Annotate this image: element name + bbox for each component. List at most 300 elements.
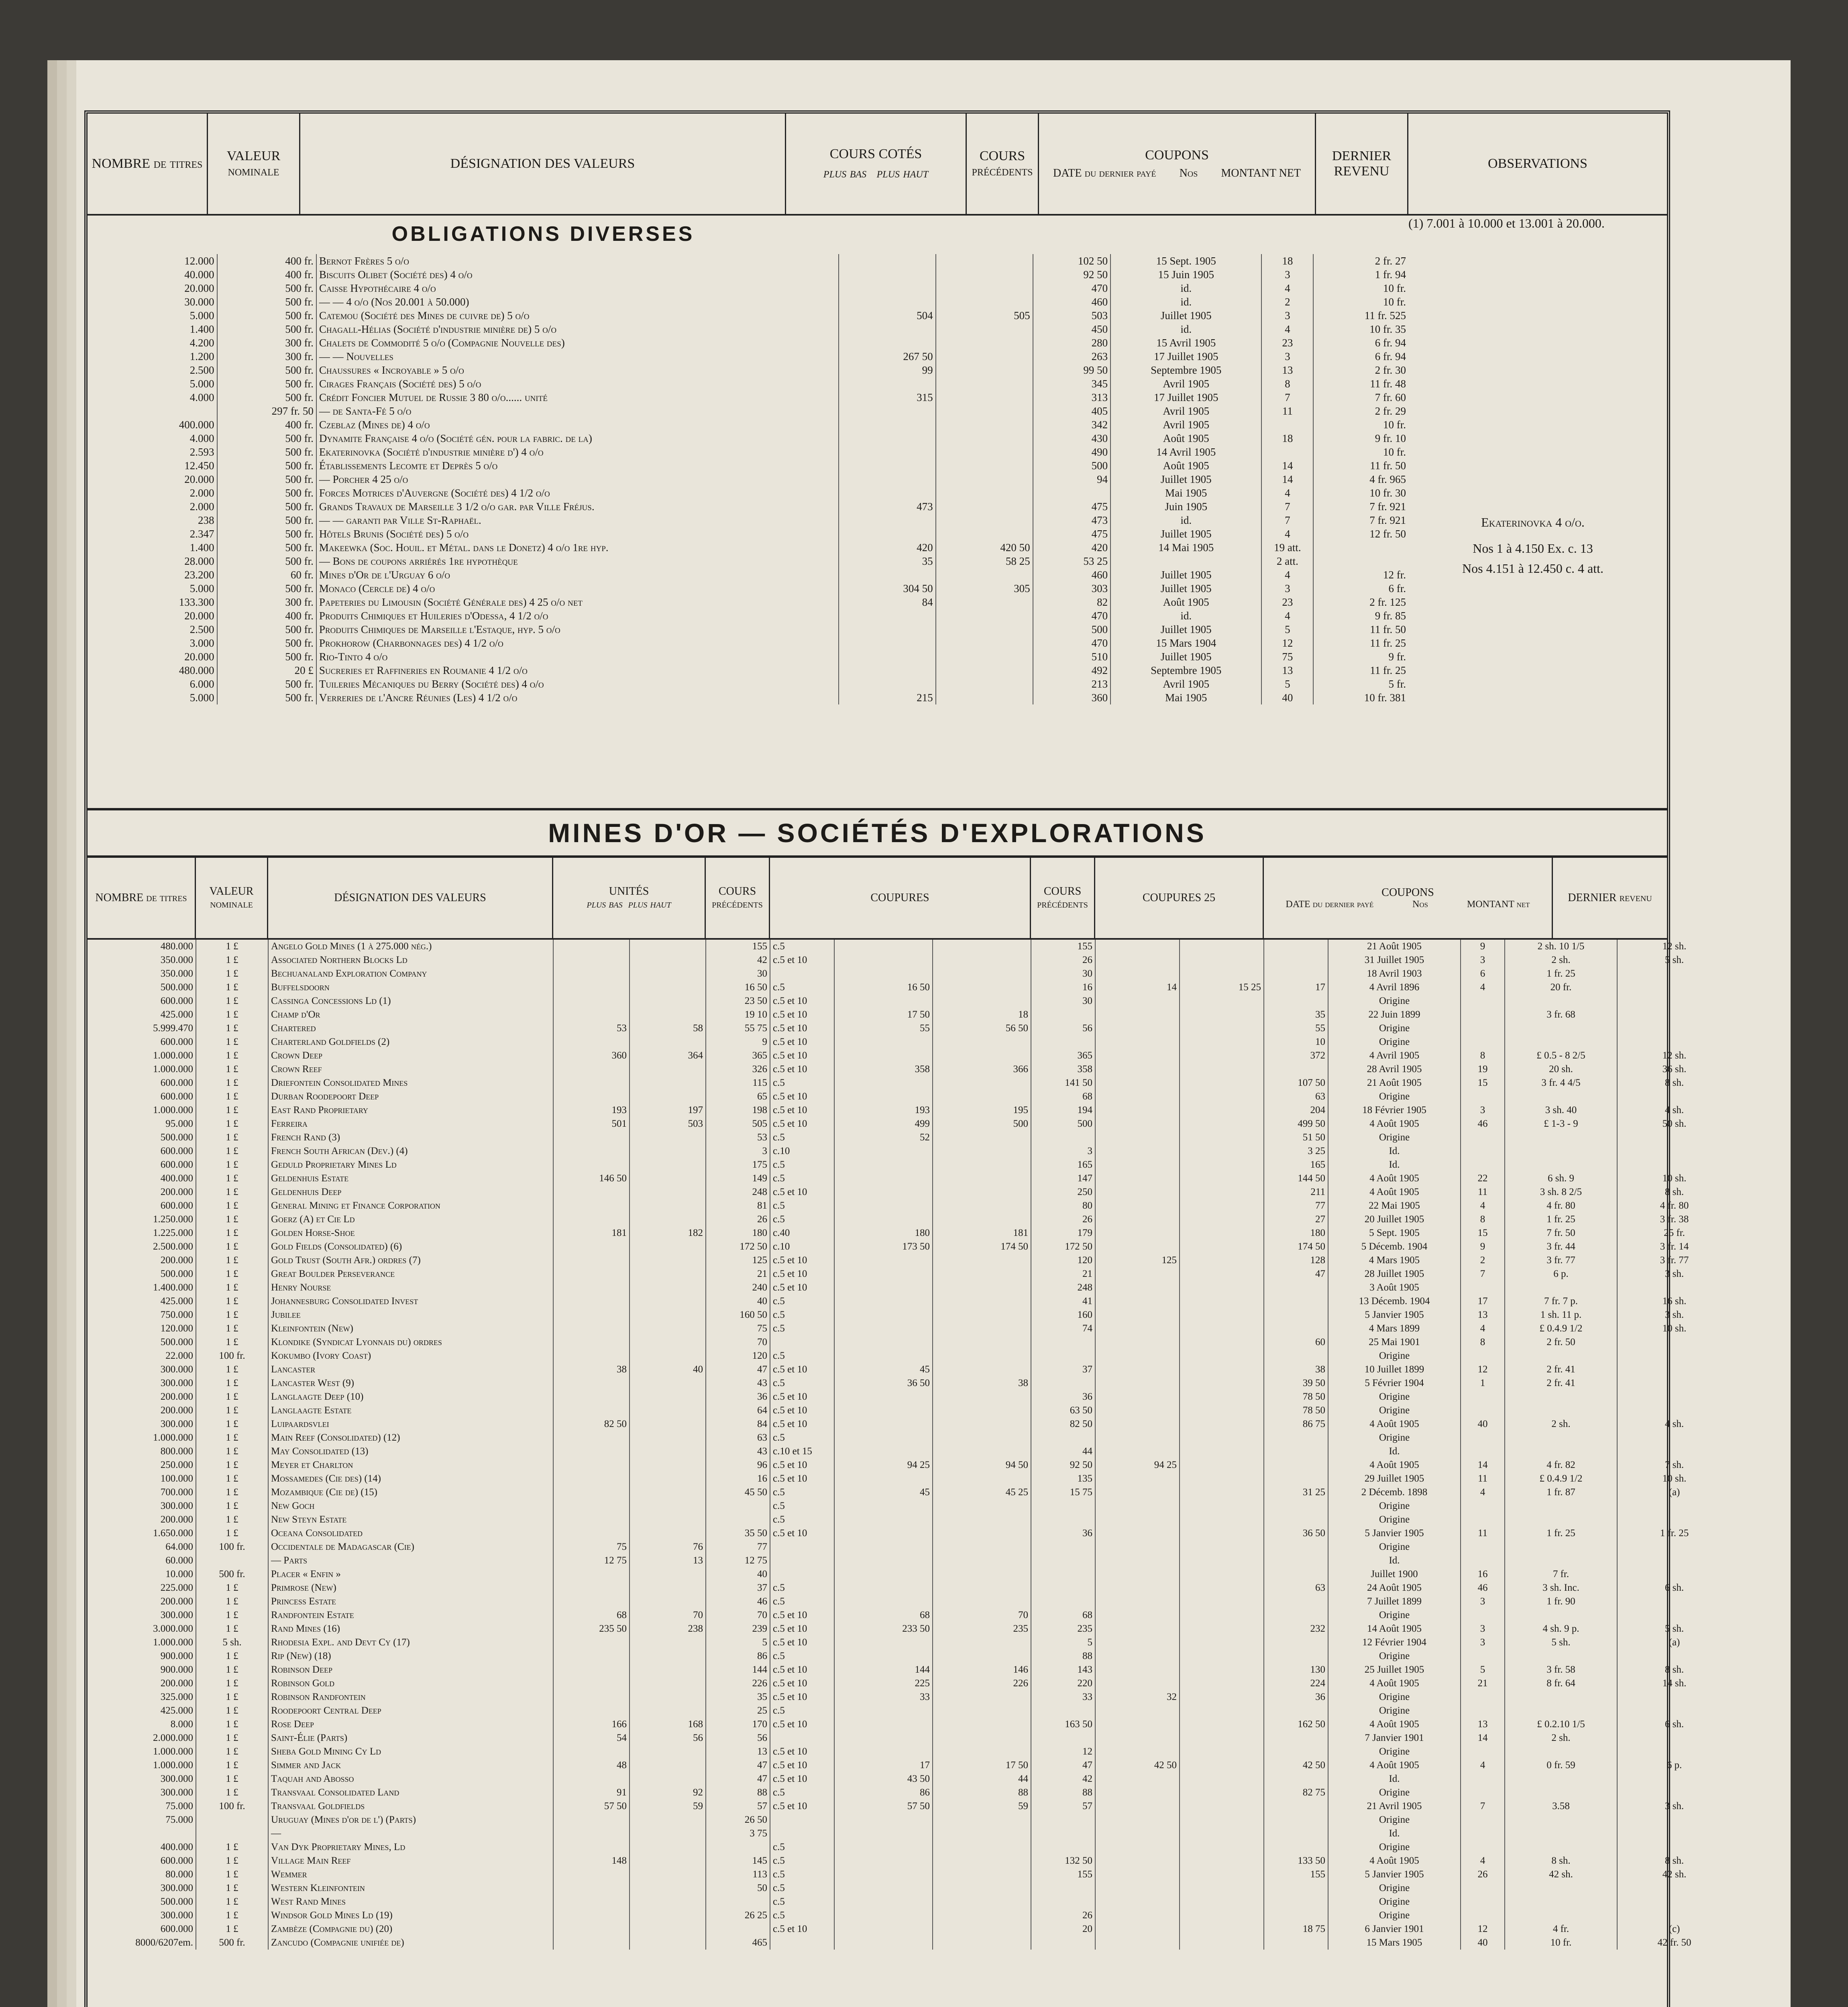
- mine-row: [88, 1499, 1731, 1513]
- mine-row-cell: 4: [1461, 1854, 1505, 1868]
- mine-row-cell: c.5: [770, 1172, 834, 1185]
- mine-row-cell: [1461, 1690, 1505, 1704]
- mine-row-cell: [1180, 1527, 1264, 1540]
- mine-row-cell: [630, 1376, 706, 1390]
- mine-row-cell: 1.225.000: [88, 1226, 196, 1240]
- mine-row: [88, 994, 1731, 1008]
- mine-row-cell: [630, 1868, 706, 1881]
- obligation-row-cell: 14 Avril 1905: [1110, 445, 1261, 459]
- mine-row-cell: 18: [933, 1008, 1031, 1022]
- obligation-row: [88, 432, 1408, 445]
- mine-row-cell: 4 fr.: [1505, 1922, 1617, 1936]
- mine-row-cell: 600.000: [88, 1158, 196, 1172]
- obligation-row-cell: 500 fr.: [217, 391, 316, 404]
- mine-row-cell: 500.000: [88, 1267, 196, 1281]
- mine-row-cell: 43: [706, 1445, 770, 1458]
- mine-row-cell: 3 sh.: [1665, 1801, 1684, 1812]
- mine-row-cell: 144: [706, 1663, 770, 1677]
- mine-row-cell: [1180, 1759, 1264, 1772]
- mine-row-cell: 100.000: [88, 1472, 196, 1486]
- mine-row-cell: 499 50: [1264, 1117, 1328, 1131]
- obligation-row-cell: [936, 418, 1033, 432]
- mine-row-cell: c.5 et 10: [770, 1472, 834, 1486]
- mine-row-cell: 2 sh.: [1505, 1417, 1617, 1431]
- mine-row-cell: [1095, 1295, 1180, 1308]
- obligation-row-cell: 11 fr. 25: [1370, 664, 1406, 676]
- mine-row-cell: 94 25: [834, 1458, 933, 1472]
- mine-row-cell: [933, 1472, 1031, 1486]
- mine-row-cell: [553, 1690, 630, 1704]
- obligation-row-cell: 500: [1033, 459, 1111, 472]
- mine-row-cell: Meyer et Charlton: [268, 1458, 553, 1472]
- obligation-row-cell: [88, 404, 217, 418]
- obligation-row-cell: 315: [839, 391, 936, 404]
- obligation-row: [88, 677, 1408, 691]
- mine-row-cell: [834, 1295, 933, 1308]
- mine-row-cell: 6: [1461, 967, 1505, 981]
- obligation-row-cell: Verreries de l'Ancre Réunies (Les) 4 1/2 o/o: [316, 691, 839, 704]
- mine-row-cell: [1180, 1540, 1264, 1554]
- mine-row-cell: 179: [1031, 1226, 1095, 1240]
- mine-row-cell: [1095, 967, 1180, 981]
- mine-row-cell: [1095, 1895, 1180, 1909]
- mine-row-cell: [1180, 1322, 1264, 1335]
- mine-row-cell: Van Dyk Proprietary Mines, Ld: [268, 1840, 553, 1854]
- mine-row-cell: Jubilee: [268, 1308, 553, 1322]
- mine-row-cell: [630, 1922, 706, 1936]
- mine-row-cell: c.5 et 10: [770, 1363, 834, 1376]
- mine-row-cell: 133 50: [1264, 1854, 1328, 1868]
- mine-row-cell: 53: [706, 1131, 770, 1144]
- mine-row-cell: [933, 1649, 1031, 1663]
- obligation-row-cell: 99: [839, 363, 936, 377]
- mine-row-cell: General Mining et Finance Corporation: [268, 1199, 553, 1213]
- mine-row-cell: [1031, 1827, 1095, 1840]
- mine-row-cell: 115: [706, 1076, 770, 1090]
- mine-row-cell: 1 £: [196, 1581, 268, 1595]
- mine-row-cell: [630, 1909, 706, 1922]
- obligation-row-cell: 500 fr.: [217, 500, 316, 513]
- mine-row-cell: c.5 et 10: [770, 1799, 834, 1813]
- obligation-row-cell: 35: [839, 554, 936, 568]
- mine-row-cell: Chartered: [268, 1022, 553, 1035]
- obligation-row-cell: 1 fr. 94: [1375, 268, 1406, 281]
- mine-row-cell: [553, 1472, 630, 1486]
- obligation-row-cell: 297 fr. 50: [217, 404, 316, 418]
- obligation-row-cell: 5: [1261, 623, 1313, 636]
- mine-row-cell: c.5: [770, 1595, 834, 1608]
- mine-row-cell: 33: [1031, 1690, 1095, 1704]
- mine-row-cell: [933, 1527, 1031, 1540]
- mine-row-cell: [1095, 1527, 1180, 1540]
- mine-row-cell: [1180, 1376, 1264, 1390]
- mine-row-cell: c.5: [770, 1131, 834, 1144]
- mine-row-cell: Gold Fields (Consolidated) (6): [268, 1240, 553, 1254]
- mine-row-cell: [1461, 1404, 1505, 1417]
- mine-row-cell: 1 £: [196, 1376, 268, 1390]
- mine-row-cell: 1 £: [196, 1472, 268, 1486]
- mine-row-cell: £ 0.5 - 8 2/5: [1505, 1049, 1617, 1063]
- mine-row-cell: Origine: [1328, 1786, 1461, 1799]
- mine-row-cell: [630, 1813, 706, 1827]
- mine-row-cell: 350.000: [88, 967, 196, 981]
- mine-row: [88, 1144, 1731, 1158]
- mine-row-cell: [1264, 1608, 1328, 1622]
- obligation-row-cell: 510: [1033, 650, 1111, 664]
- mine-row-cell: [1095, 1608, 1180, 1622]
- mine-row-cell: [1095, 1213, 1180, 1226]
- mine-row-cell: —: [268, 1827, 553, 1840]
- obligation-row-cell: 475: [1033, 500, 1111, 513]
- mine-row-cell: 200.000: [88, 1404, 196, 1417]
- mine-row-cell: 181: [553, 1226, 630, 1240]
- mine-row-cell: 10 sh.: [1662, 1473, 1687, 1484]
- mine-row-cell: Driefontein Consolidated Mines: [268, 1076, 553, 1090]
- mine-row-cell: [553, 1595, 630, 1608]
- mine-row-cell: [1505, 1554, 1617, 1567]
- mine-row-cell: 194: [1031, 1103, 1095, 1117]
- obligation-row-cell: [839, 445, 936, 459]
- mine-row-cell: [630, 1267, 706, 1281]
- mine-row-cell: 1 £: [196, 1308, 268, 1322]
- mine-row-cell: [1617, 994, 1731, 1008]
- mmontant-label: MONTANT net: [1467, 899, 1530, 910]
- mine-row-cell: Princess Estate: [268, 1595, 553, 1608]
- mine-row-cell: 200.000: [88, 1185, 196, 1199]
- obligation-row-cell: Tuileries Mécaniques du Berry (Société des) 4 o/o: [316, 677, 839, 691]
- obligation-row-cell: 500 fr.: [217, 432, 316, 445]
- mine-row-cell: 86: [706, 1649, 770, 1663]
- obligation-row-cell: Juillet 1905: [1110, 309, 1261, 322]
- mine-row-cell: [1505, 1704, 1617, 1718]
- mine-row-cell: [630, 1295, 706, 1308]
- mine-row-cell: [1264, 967, 1328, 981]
- mine-row-cell: [1095, 1063, 1180, 1076]
- mine-row-cell: [553, 994, 630, 1008]
- obligation-row-cell: 5: [1261, 677, 1313, 691]
- obligation-row-cell: [839, 472, 936, 486]
- obligation-row-cell: 400.000: [88, 418, 217, 432]
- mine-row-cell: 15: [1461, 1076, 1505, 1090]
- mine-row-cell: [1461, 1772, 1505, 1786]
- mine-row-cell: Main Reef (Consolidated) (12): [268, 1431, 553, 1445]
- mine-row-cell: 1 £: [196, 1854, 268, 1868]
- mine-row-cell: [553, 1254, 630, 1267]
- mine-row-cell: 60.000: [88, 1554, 196, 1567]
- mine-row-cell: 17: [1264, 981, 1328, 994]
- mine-row-cell: c.5: [770, 1513, 834, 1527]
- mine-row-cell: [630, 1349, 706, 1363]
- obligation-row-cell: 4.000: [88, 391, 217, 404]
- obligation-row-cell: 6 fr. 94: [1375, 350, 1406, 362]
- mine-row-cell: 77: [706, 1540, 770, 1554]
- mine-row-cell: [933, 1909, 1031, 1922]
- mine-row-cell: [1505, 1404, 1617, 1417]
- mine-row-cell: 42 fr. 50: [1657, 1937, 1691, 1948]
- mine-row-cell: 20 fr.: [1505, 981, 1617, 994]
- mine-row-cell: [933, 1854, 1031, 1868]
- mine-row-cell: 1 £: [196, 1117, 268, 1131]
- mine-row: [88, 1240, 1731, 1254]
- mine-row-cell: [553, 1076, 630, 1090]
- mine-row-cell: [1505, 1881, 1617, 1895]
- mine-row-cell: 6 sh.: [1665, 1582, 1684, 1593]
- obligation-row-cell: 490: [1033, 445, 1111, 459]
- mine-row-cell: [553, 1199, 630, 1213]
- mine-row-cell: [933, 1922, 1031, 1936]
- obligation-row-cell: 28.000: [88, 554, 217, 568]
- mine-row-cell: [933, 1731, 1031, 1745]
- date-label: DATE du dernier payé: [1053, 167, 1156, 179]
- obligation-row-cell: 7 fr. 60: [1375, 391, 1406, 403]
- mine-row-cell: 68: [553, 1608, 630, 1622]
- obligation-row-cell: 15 Sept. 1905: [1110, 254, 1261, 268]
- obligation-row-cell: Produits Chimiques et Huileries d'Odessa, 4 1/2 o/o: [316, 609, 839, 623]
- mine-row-cell: [553, 1458, 630, 1472]
- obligation-row-cell: [839, 609, 936, 623]
- obligation-row-cell: 92 50: [1033, 268, 1111, 281]
- mine-row-cell: Johannesburg Consolidated Invest: [268, 1295, 553, 1308]
- mine-row-cell: [834, 1445, 933, 1458]
- obligation-row-cell: 500 fr.: [217, 281, 316, 295]
- mine-row-cell: 40: [1461, 1936, 1505, 1950]
- obligation-row-cell: [936, 636, 1033, 650]
- mine-row-cell: [834, 1172, 933, 1185]
- mine-row-cell: 4: [1461, 1322, 1505, 1335]
- obligation-row-cell: [1033, 486, 1111, 500]
- mine-row-cell: East Rand Proprietary: [268, 1103, 553, 1117]
- mine-row-cell: 42 sh.: [1505, 1868, 1617, 1881]
- mine-row-cell: c.5 et 10: [770, 1922, 834, 1936]
- mine-row-cell: 1 £: [196, 1417, 268, 1431]
- mine-row-cell: [630, 1158, 706, 1172]
- mine-row-cell: [1617, 1431, 1731, 1445]
- mine-row-cell: 21: [1031, 1267, 1095, 1281]
- mine-row-cell: c.40: [770, 1226, 834, 1240]
- mine-row-cell: [1617, 1608, 1731, 1622]
- obligation-row-cell: 11: [1261, 404, 1313, 418]
- mine-row-cell: Angelo Gold Mines (1 à 275.000 nég.): [268, 940, 553, 953]
- obligation-row-cell: 5 fr.: [1388, 678, 1406, 690]
- obligation-row-cell: 470: [1033, 609, 1111, 623]
- obligation-row-cell: Chagall-Hélias (Société d'industrie minière de) 5 o/o: [316, 322, 839, 336]
- mine-row-cell: 21 Avril 1905: [1328, 1799, 1461, 1813]
- mine-row-cell: 170: [706, 1718, 770, 1731]
- mine-row-cell: 11: [1461, 1472, 1505, 1486]
- mine-row-cell: 1 £: [196, 1185, 268, 1199]
- mine-row-cell: [1180, 1144, 1264, 1158]
- obligation-row-cell: 473: [839, 500, 936, 513]
- mine-row-cell: [553, 1663, 630, 1677]
- mine-row-cell: [834, 1499, 933, 1513]
- mine-row-cell: Id.: [1328, 1554, 1461, 1567]
- mine-row-cell: 4 Août 1905: [1328, 1718, 1461, 1731]
- mine-row-cell: [1617, 1404, 1731, 1417]
- mine-row-cell: [933, 1581, 1031, 1595]
- mine-row-cell: 700.000: [88, 1486, 196, 1499]
- obligation-row-cell: Rio-Tinto 4 o/o: [316, 650, 839, 664]
- mine-row-cell: [706, 1513, 770, 1527]
- mine-row-cell: 181: [933, 1226, 1031, 1240]
- mine-row-cell: [770, 1936, 834, 1950]
- mine-row-cell: 65: [706, 1090, 770, 1103]
- mine-row-cell: [1264, 1499, 1328, 1513]
- mine-row-cell: [1180, 994, 1264, 1008]
- mine-row-cell: 57: [1031, 1799, 1095, 1813]
- mine-row-cell: 173 50: [834, 1240, 933, 1254]
- mine-row-cell: 55 75: [706, 1022, 770, 1035]
- obligation-row-cell: [839, 377, 936, 391]
- mine-row-cell: [630, 1404, 706, 1417]
- mine-row-cell: 3 fr. 14: [1660, 1241, 1689, 1252]
- mine-row-cell: 1.000.000: [88, 1431, 196, 1445]
- mine-row: [88, 1349, 1731, 1363]
- mine-row-cell: [933, 1704, 1031, 1718]
- obligation-row-cell: [936, 650, 1033, 664]
- mine-row-cell: Robinson Deep: [268, 1663, 553, 1677]
- mine-row: [88, 1690, 1731, 1704]
- obligation-row-cell: 11 fr. 525: [1364, 309, 1406, 322]
- mine-row-cell: [630, 1745, 706, 1759]
- mine-row-cell: 500 fr.: [196, 1936, 268, 1950]
- mine-row-cell: 220: [1031, 1677, 1095, 1690]
- mine-row-cell: [1180, 1022, 1264, 1035]
- mine-row-cell: [1461, 1895, 1505, 1909]
- mine-row-cell: 25: [706, 1704, 770, 1718]
- mine-row-cell: 600.000: [88, 994, 196, 1008]
- mine-row-cell: [1095, 1922, 1180, 1936]
- mine-row: [88, 1335, 1731, 1349]
- mine-row-cell: [933, 1295, 1031, 1308]
- mine-row-cell: [1031, 1881, 1095, 1895]
- mine-row-cell: [770, 1567, 834, 1581]
- obligation-row-cell: Forces Motrices d'Auvergne (Société des) 4 1/2 o/o: [316, 486, 839, 500]
- obligation-row-cell: Produits Chimiques de Marseille l'Estaque, hyp. 5 o/o: [316, 623, 839, 636]
- mine-row-cell: [630, 1472, 706, 1486]
- mine-row-cell: [834, 1718, 933, 1731]
- obligation-row-cell: Caisse Hypothécaire 4 o/o: [316, 281, 839, 295]
- mine-row-cell: [1461, 1349, 1505, 1363]
- mine-row-cell: [1617, 1567, 1731, 1581]
- mine-row-cell: 68: [1031, 1608, 1095, 1622]
- mine-row-cell: Id.: [1328, 1772, 1461, 1786]
- header-cours-prec: COURS précédents: [967, 114, 1039, 214]
- mine-row-cell: Lancaster West (9): [268, 1376, 553, 1390]
- mine-row-cell: 197: [630, 1103, 706, 1117]
- mine-row-cell: 16: [706, 1472, 770, 1486]
- mine-row: [88, 1581, 1731, 1595]
- mine-row-cell: 144: [834, 1663, 933, 1677]
- mine-row-cell: [1180, 1827, 1264, 1840]
- mine-row-cell: c.5: [770, 1076, 834, 1090]
- mine-row-cell: [1461, 1499, 1505, 1513]
- mine-row-cell: Bechuanaland Exploration Company: [268, 967, 553, 981]
- mine-row-cell: [933, 1049, 1031, 1063]
- mine-row-cell: [1031, 1704, 1095, 1718]
- mine-row-cell: Origine: [1328, 1881, 1461, 1895]
- mine-row-cell: — Parts: [268, 1554, 553, 1567]
- mine-row-cell: 48: [553, 1759, 630, 1772]
- mine-row-cell: 3: [706, 1144, 770, 1158]
- mine-row-cell: 5: [1461, 1663, 1505, 1677]
- mine-row-cell: [553, 1581, 630, 1595]
- mine-row-cell: 1 fr. 25: [1505, 1213, 1617, 1226]
- obligation-row-cell: [936, 568, 1033, 582]
- obligation-row-cell: [936, 281, 1033, 295]
- mine-row-cell: 4: [1461, 1199, 1505, 1213]
- mine-row-cell: [1180, 1786, 1264, 1799]
- mine-row-cell: [1180, 1718, 1264, 1731]
- mine-row-cell: 350.000: [88, 953, 196, 967]
- mine-row: [88, 1158, 1731, 1172]
- mine-row-cell: 5 Janvier 1905: [1328, 1527, 1461, 1540]
- obligation-row-cell: 7: [1261, 391, 1313, 404]
- mine-row-cell: [834, 1649, 933, 1663]
- mine-row-cell: [1031, 1513, 1095, 1527]
- mine-row-cell: 3 sh. 8 2/5: [1505, 1185, 1617, 1199]
- mine-row-cell: c.10: [770, 1240, 834, 1254]
- mine-row-cell: [630, 1595, 706, 1608]
- mine-row-cell: [1505, 1431, 1617, 1445]
- mine-row-cell: [706, 1922, 770, 1936]
- mine-row-cell: [1461, 1008, 1505, 1022]
- obligation-row-cell: Prokhorow (Charbonnages des) 4 1/2 o/o: [316, 636, 839, 650]
- mine-row-cell: 5 sh.: [1665, 1623, 1684, 1634]
- mine-row-cell: 3 fr. 38: [1660, 1214, 1689, 1225]
- mine-row-cell: Western Kleinfontein: [268, 1881, 553, 1895]
- mine-row: [88, 1363, 1731, 1376]
- obligation-row-cell: 8: [1261, 377, 1313, 391]
- mine-row-cell: Crown Reef: [268, 1063, 553, 1076]
- mine-row-cell: 3 75: [706, 1827, 770, 1840]
- mine-row-cell: [834, 994, 933, 1008]
- mine-row-cell: 26: [1031, 953, 1095, 967]
- mine-row-cell: Zancudo (Compagnie unifiée de): [268, 1936, 553, 1950]
- obligation-row-cell: 500 fr.: [217, 445, 316, 459]
- obligation-row-cell: — Bons de coupons arriérés 1re hypothèque: [316, 554, 839, 568]
- mine-row-cell: [1617, 967, 1731, 981]
- mdate-label: DATE du dernier payé: [1286, 899, 1374, 910]
- mine-row: [88, 1649, 1731, 1663]
- mine-row-cell: [630, 1499, 706, 1513]
- obligation-row-cell: Septembre 1905: [1110, 363, 1261, 377]
- mine-row-cell: 13: [1461, 1718, 1505, 1731]
- obligation-row-cell: 500 fr.: [217, 472, 316, 486]
- obligation-row: [88, 418, 1408, 432]
- mine-row-cell: Cassinga Concessions Ld (1): [268, 994, 553, 1008]
- mine-row-cell: [1264, 1881, 1328, 1895]
- mine-row-cell: 200.000: [88, 1513, 196, 1527]
- mine-row-cell: [1505, 1390, 1617, 1404]
- mine-row-cell: [630, 1008, 706, 1022]
- mine-row-cell: [1617, 1499, 1731, 1513]
- mine-row: [88, 1076, 1731, 1090]
- obligation-row-cell: 10 fr.: [1383, 295, 1406, 308]
- mheader-revenu: DERNIER revenu: [1568, 892, 1652, 904]
- mine-row-cell: [553, 1499, 630, 1513]
- mine-row-cell: Great Boulder Perseverance: [268, 1267, 553, 1281]
- mine-row-cell: [553, 1881, 630, 1895]
- mine-row-cell: 4 Mars 1899: [1328, 1322, 1461, 1335]
- mine-row-cell: 9: [706, 1035, 770, 1049]
- obligation-row: [88, 391, 1408, 404]
- mine-row: [88, 1267, 1731, 1281]
- mine-row-cell: [1180, 940, 1264, 953]
- mine-row-cell: c.10 et 15: [770, 1445, 834, 1458]
- mine-row-cell: [1095, 1131, 1180, 1144]
- mine-row-cell: Sheba Gold Mining Cy Ld: [268, 1745, 553, 1759]
- mine-row-cell: [1264, 1595, 1328, 1608]
